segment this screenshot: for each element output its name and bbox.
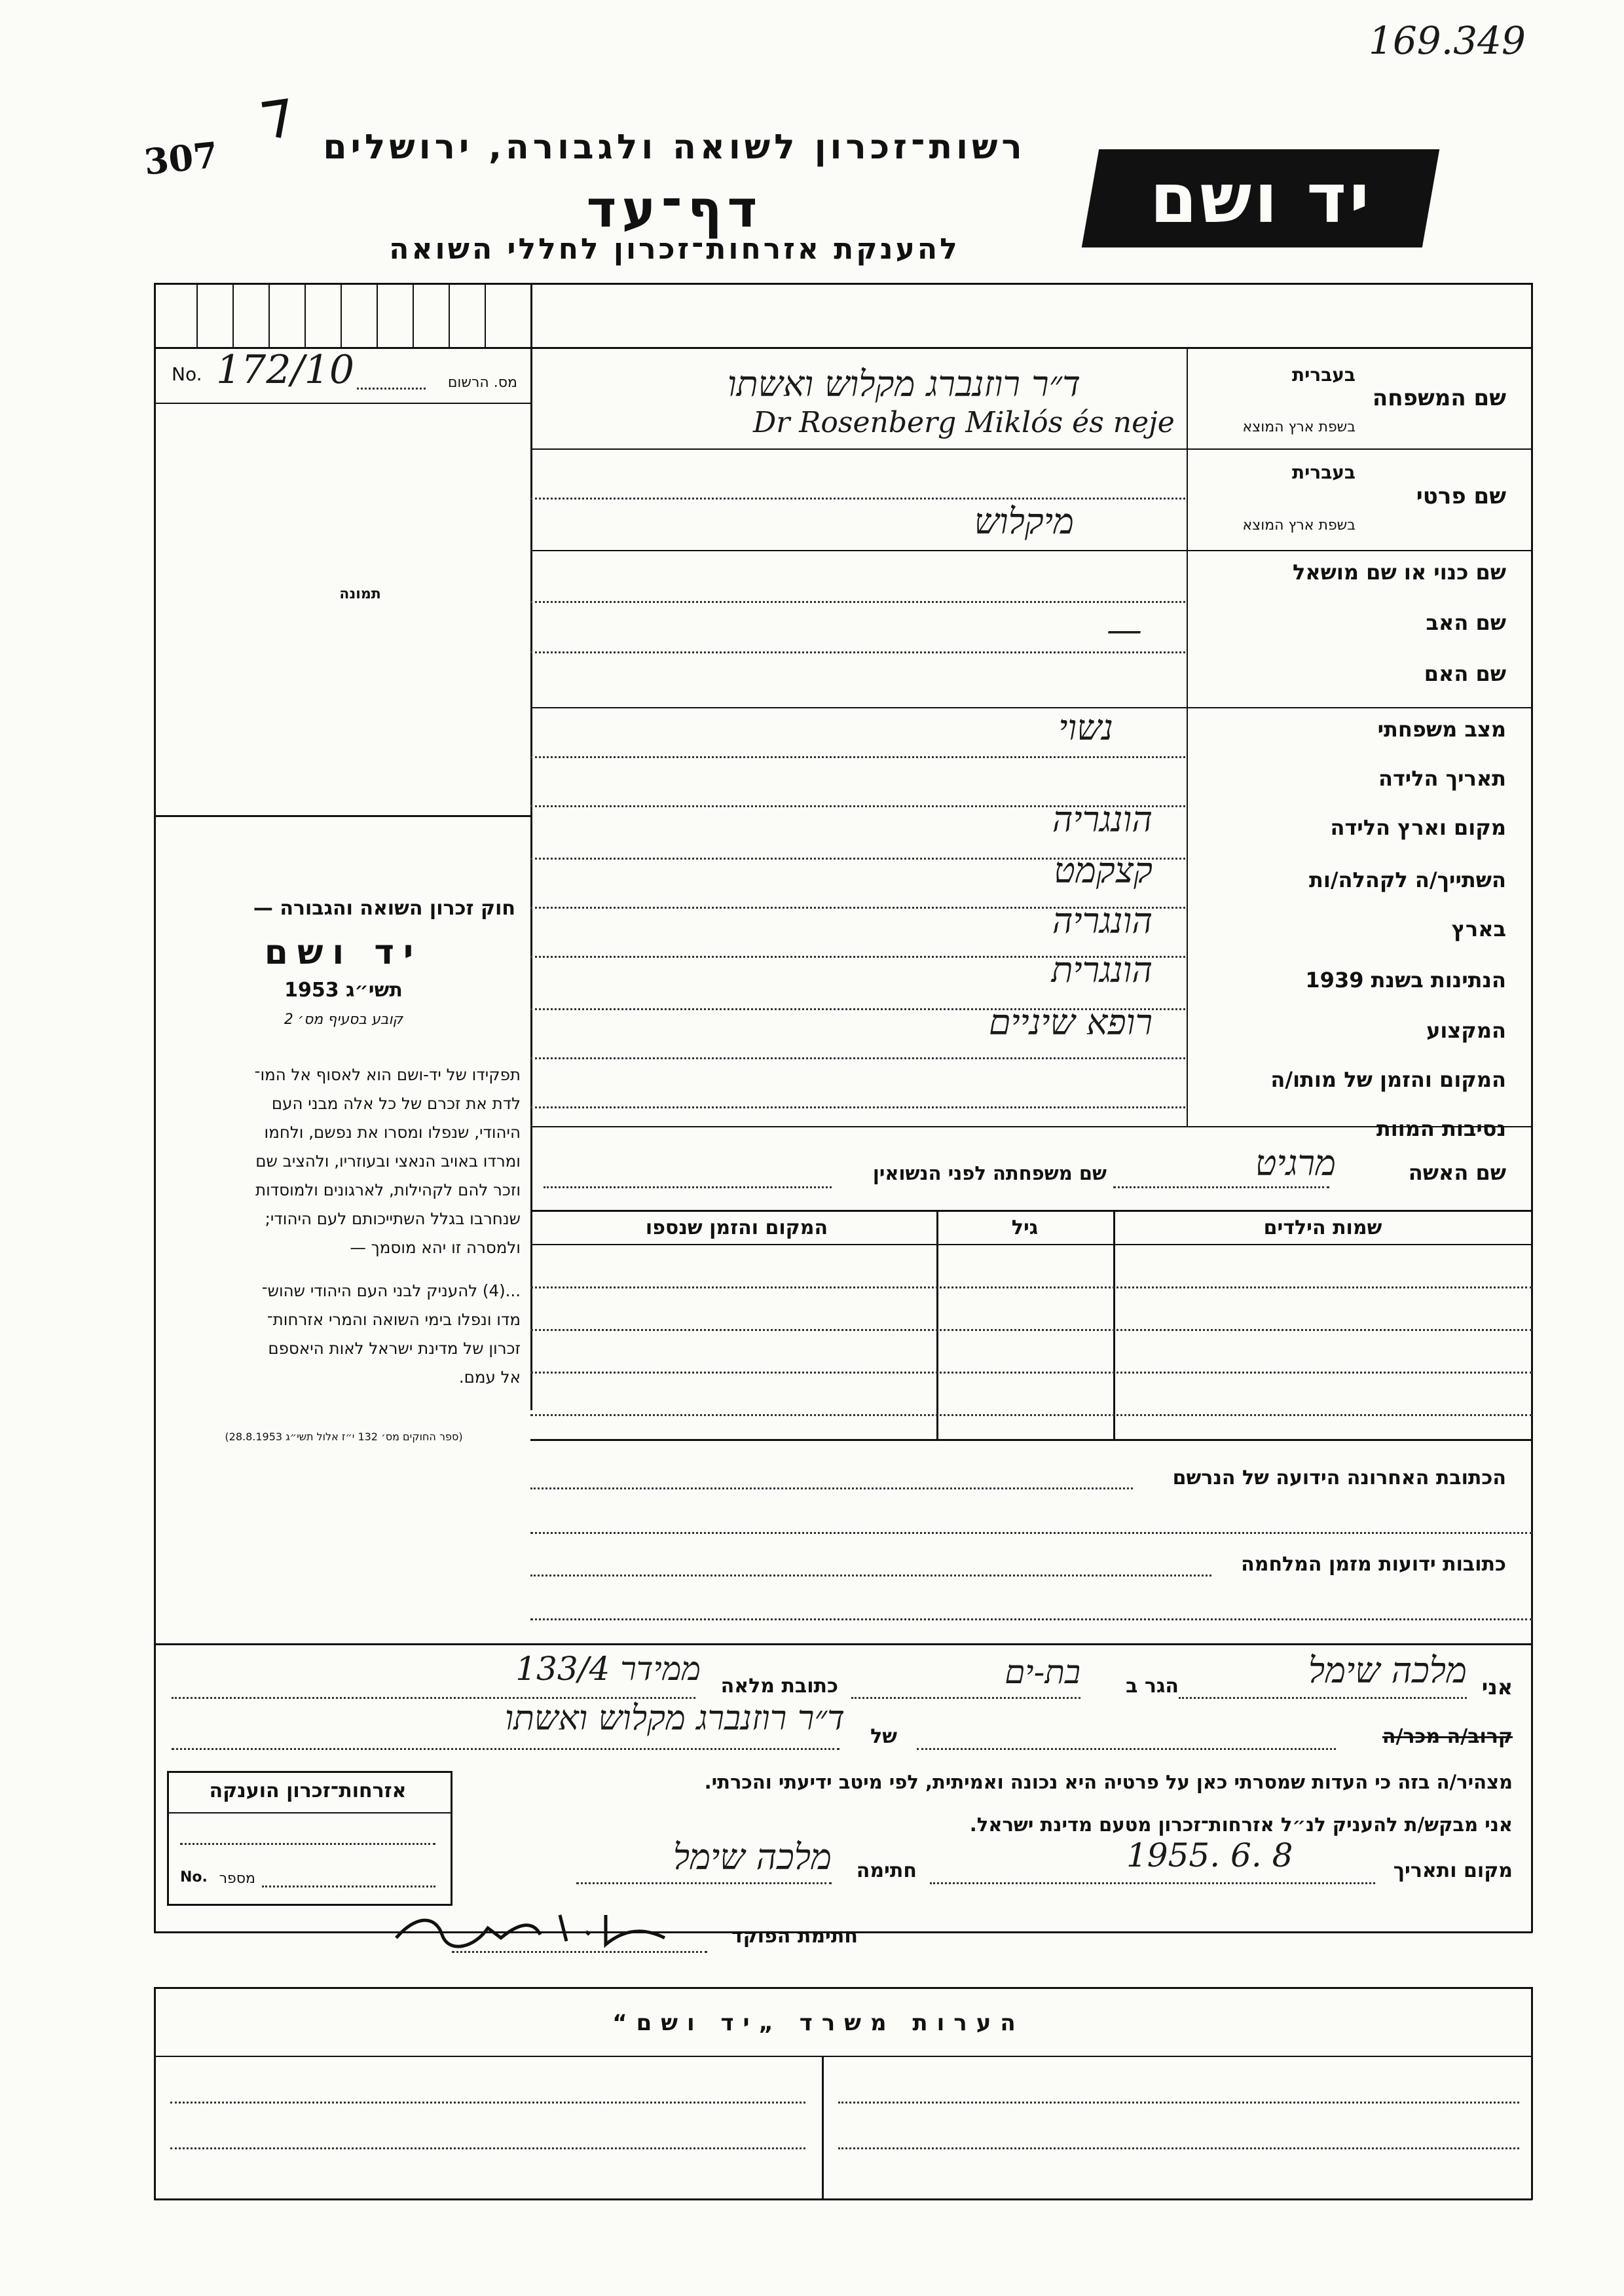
wartime-address-label: כתובות ידועות מזמן המלחמה	[1241, 1553, 1506, 1576]
law-line: ומרדו באויב הנאצי ובעוזריו, ולהציב שם	[255, 1152, 521, 1171]
law-paragraph-2	[167, 1277, 521, 1392]
strip-tick	[304, 283, 306, 347]
photo-label: תמונה	[339, 586, 381, 602]
father-value: —	[1107, 609, 1142, 650]
officer-signature-label: חתימת הפוקד	[731, 1925, 858, 1948]
place-date-label: מקום ותאריך	[1393, 1859, 1513, 1882]
strip-tick	[232, 283, 234, 347]
dotted-line	[530, 1532, 1532, 1534]
logo-text: יד ושם	[1149, 158, 1372, 238]
mother-label: שם האם	[1424, 661, 1506, 686]
surname-hebrew-value: ד״ר רוזנברג מקלוש ואשתו	[727, 363, 1080, 405]
citizenship-value: הונגרית	[1051, 949, 1153, 991]
law-year: תשי״ג 1953	[284, 979, 403, 1002]
notes-line	[170, 2147, 805, 2149]
frame-right	[1531, 283, 1533, 1933]
dotted-line	[262, 1886, 435, 1887]
photo-area-bottom	[154, 815, 530, 817]
children-bottom-line	[530, 1439, 1532, 1441]
declaration-text: מצהיר/ה בזה כי העדות שמסרתי כאן על פרטיה היא נכונה ואמיתית, לפי מיטב ידיעתי והכרתי.	[704, 1771, 1513, 1793]
children-row-line	[530, 1372, 1532, 1374]
form-subtitle: להענקת אזרחות־זכרון לחללי השואה	[389, 232, 960, 266]
community-value: קצקמט	[1054, 850, 1153, 891]
surname-origin-value: Dr Rosenberg Miklós és neje	[753, 406, 1175, 439]
notes-line	[838, 2147, 1519, 2149]
law-line: תפקידו של יד-ושם הוא לאסוף אל המו־	[254, 1065, 521, 1084]
strip-tick	[413, 283, 414, 347]
resides-label: הגר ב	[1126, 1675, 1179, 1698]
pen-mark	[259, 98, 291, 144]
father-label: שם האב	[1426, 610, 1506, 635]
law-line: ולמסרה זו יהא מוסמך —	[350, 1238, 521, 1257]
registration-no-label: No.	[172, 363, 202, 385]
dotted-line	[530, 1575, 1211, 1576]
children-names-header: שמות הילדים	[1263, 1216, 1382, 1239]
form-title: דף־עד	[586, 180, 763, 239]
registration-label: מס. הרשום	[447, 374, 517, 391]
law-section: קובע בסעיף מס׳ 2	[284, 1011, 403, 1028]
strip-tick	[196, 283, 198, 347]
law-line: מדו ונפלו בימי השואה והמרי אזרחות־	[267, 1310, 521, 1329]
birth-place-value: הונגריה	[1052, 799, 1153, 840]
row-line	[530, 550, 1532, 551]
award-no-label: No.	[180, 1869, 208, 1886]
resides-value: בת-ים	[1005, 1653, 1080, 1691]
row-line	[530, 1126, 1532, 1127]
law-paragraph-1	[167, 1061, 521, 1262]
citizenship-label: הנתינות בשנת 1939	[1305, 968, 1506, 993]
first-name-value: מיקלוש	[974, 501, 1074, 542]
full-address-label: כתובת מלאה	[720, 1675, 838, 1698]
first-name-hebrew-label: בעברית	[1291, 462, 1356, 483]
dotted-line	[180, 1843, 435, 1845]
dotted-line	[930, 1882, 1375, 1884]
law-line: ...(4) להעניק לבני העם היהודי שהוש־	[261, 1281, 521, 1300]
dotted-line	[576, 1882, 832, 1884]
law-line: היהודי, שנפלו ומסרו את נפשם, ולחמו	[264, 1123, 521, 1142]
law-citation: (ספר החוקים מס׳ 132 י״ז אלול תשי״ג 28.8.1953)	[225, 1430, 463, 1443]
dotted-line	[1113, 1186, 1329, 1188]
law-line: לדת את זכרם של כל אלה מבני העם	[271, 1094, 521, 1113]
birth-date-label: תאריך הלידה	[1378, 766, 1506, 791]
award-box-title: אזרחות־זכרון הוענקה	[209, 1779, 407, 1802]
marital-label: מצב משפחתי	[1377, 717, 1506, 742]
notes-top-line	[154, 1987, 1532, 1989]
archive-number: 169.349	[1369, 18, 1526, 63]
children-divider	[1113, 1210, 1115, 1439]
dotted-line	[530, 1106, 1185, 1108]
of-label: של	[870, 1725, 897, 1748]
declarant-name: מלכה שימל	[1308, 1650, 1467, 1691]
declarant-signature: מלכה שימל	[673, 1836, 832, 1878]
death-circumstances-label: נסיבות המוות	[1376, 1116, 1506, 1141]
dotted-line	[1179, 1697, 1467, 1699]
strip-tick	[341, 283, 342, 347]
top-strip-line	[154, 347, 1532, 349]
nickname-label: שם כנוי או שם מושאל	[1292, 560, 1506, 585]
dotted-line	[452, 1951, 707, 1953]
strip-tick	[449, 283, 450, 347]
children-row-line	[530, 1329, 1532, 1331]
of-value: ד״ר רוזנברג מקלוש ואשתו	[504, 1699, 845, 1738]
dotted-line	[530, 651, 1185, 653]
section-line	[154, 1643, 1532, 1645]
award-box-line	[167, 1812, 451, 1813]
notes-frame-left	[154, 1987, 156, 2200]
signature-label: חתימה	[856, 1859, 917, 1882]
dotted-line	[544, 1186, 832, 1188]
dotted-line	[530, 1618, 1532, 1620]
law-line: זכרון של מדינת ישראל לאות היאספם	[268, 1339, 521, 1358]
maiden-name-label: שם משפחתה לפני הנשואין	[872, 1162, 1107, 1184]
strip-tick	[485, 283, 486, 347]
children-place-header: המקום והזמן שנספו	[645, 1216, 828, 1239]
children-row-line	[530, 1414, 1532, 1416]
declarant-i-label: אני	[1481, 1675, 1513, 1700]
country-value: הונגריה	[1052, 900, 1153, 941]
label-column-divider	[1187, 347, 1188, 1126]
dotted-line	[917, 1748, 1336, 1750]
row-line	[530, 448, 1532, 450]
dotted-line	[530, 498, 1185, 500]
law-title: חוק זכרון השואה והגבורה —	[253, 897, 515, 920]
first-name-label: שם פרטי	[1416, 483, 1506, 509]
surname-label: שם המשפחה	[1372, 385, 1506, 411]
children-divider	[936, 1210, 938, 1439]
profession-label: המקצוע	[1426, 1018, 1506, 1043]
children-age-header: גיל	[1011, 1216, 1039, 1239]
dotted-line	[530, 756, 1185, 758]
birth-place-label: מקום וארץ הלידה	[1330, 815, 1506, 840]
law-name: יד ושם	[264, 933, 423, 972]
notes-line	[170, 2102, 805, 2104]
left-column-divider	[530, 283, 532, 1410]
dotted-line	[530, 1057, 1185, 1059]
notes-divider	[822, 2056, 824, 2200]
side-number: 307	[141, 134, 220, 183]
notes-bottom-line	[154, 2198, 1532, 2200]
dotted-line	[172, 1748, 840, 1750]
award-number-label: מספר	[219, 1870, 255, 1887]
wife-label: שם האשה	[1408, 1160, 1506, 1185]
date-value: 1955. 6. 8	[1126, 1836, 1293, 1874]
first-name-origin-label: בשפת ארץ המוצא	[1242, 517, 1356, 534]
surname-origin-label: בשפת ארץ המוצא	[1242, 419, 1356, 435]
office-notes-title: הערות משרד „יד ושם“	[612, 2010, 1025, 2036]
dotted-line	[851, 1697, 1080, 1699]
dotted-line	[530, 601, 1185, 603]
frame-top	[154, 283, 1532, 285]
community-label: השתייך/ה לקהלה/ות	[1308, 867, 1506, 892]
law-line: שנחרבו בגלל השתייכותם לעם היהודי;	[265, 1209, 521, 1228]
death-place-label: המקום והזמן של מותו/ה	[1270, 1067, 1506, 1092]
notes-frame-right	[1531, 1987, 1533, 2200]
surname-hebrew-label: בעברית	[1291, 364, 1356, 386]
registration-number: 172/10	[216, 347, 355, 393]
notes-line	[838, 2102, 1519, 2104]
country-label: בארץ	[1451, 917, 1506, 941]
full-address-value: ממידר 133/4	[515, 1650, 701, 1688]
request-text: אני מבקש/ת להעניק לנ״ל אזרחות־זכרון מטעם מדינת ישראל.	[969, 1813, 1513, 1836]
last-address-label: הכתובת האחרונה הידועה של הנרשם	[1172, 1467, 1506, 1489]
children-row-line	[530, 1286, 1532, 1288]
yad-vashem-logo	[1082, 149, 1439, 247]
officer-signature	[390, 1902, 704, 1954]
dotted-line	[530, 1487, 1133, 1489]
strip-tick	[268, 283, 270, 347]
relative-label: קרוב/ה מכר/ה	[1382, 1725, 1513, 1748]
law-line: וזכר להם לקהילות, לארגונים ולמוסדות	[255, 1180, 521, 1199]
children-top-line	[530, 1210, 1532, 1212]
frame-left	[154, 283, 156, 1933]
children-header-line	[530, 1244, 1532, 1245]
profession-value: רופא שיניים	[988, 1002, 1153, 1043]
law-line: אל עמם.	[458, 1368, 521, 1387]
marital-value: נשוי	[1058, 707, 1113, 748]
authority-name: רשות־זכרון לשואה ולגבורה, ירושלים	[323, 128, 1026, 167]
notes-header-line	[154, 2056, 1532, 2057]
wife-value: מרגיט	[1255, 1142, 1336, 1184]
strip-tick	[377, 283, 378, 347]
registration-line	[154, 403, 530, 404]
registration-dotted-line	[357, 388, 426, 390]
